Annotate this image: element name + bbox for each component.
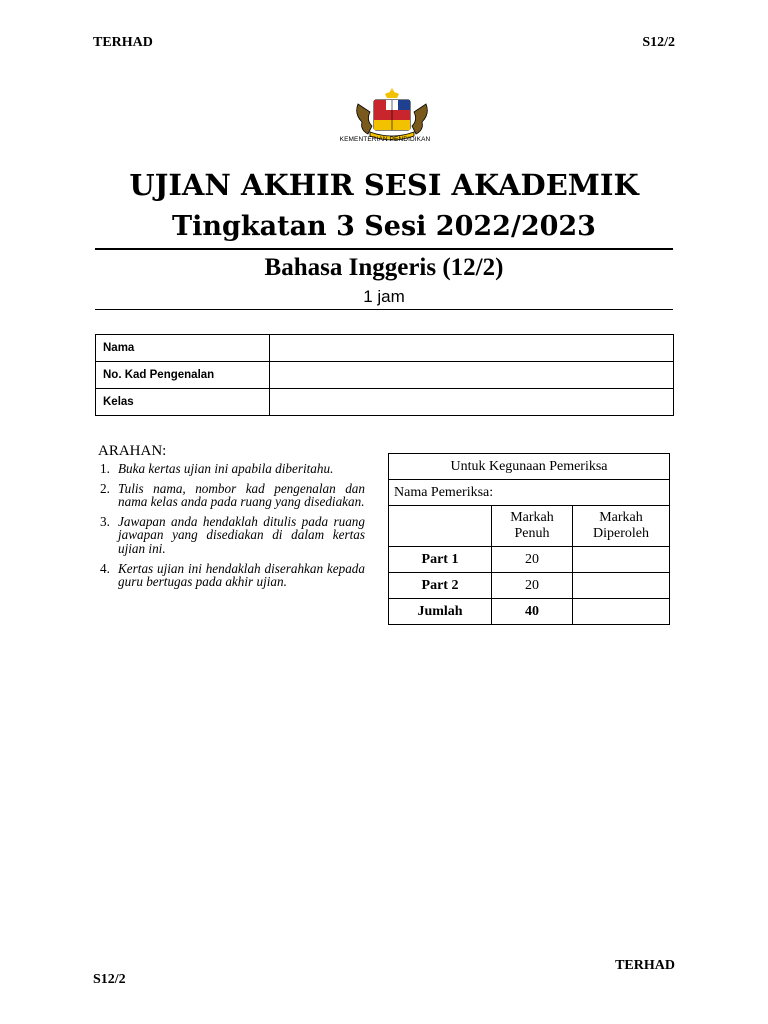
list-item xyxy=(100,482,365,509)
class-label: Kelas xyxy=(96,389,270,416)
part-label: Part 2 xyxy=(389,573,492,599)
footer-classification: TERHAD xyxy=(615,958,675,973)
footer-code: S12/2 xyxy=(93,972,126,987)
full-marks-header: Markah Penuh xyxy=(492,506,573,547)
total-obtained-field[interactable] xyxy=(573,599,670,625)
table-row xyxy=(96,389,674,416)
total-label: Jumlah xyxy=(389,599,492,625)
list-item xyxy=(100,462,365,476)
instructions-list xyxy=(100,462,365,595)
student-info-table xyxy=(95,334,674,416)
crest-left-tiger-icon xyxy=(357,104,372,134)
item-text: Kertas ujian ini hendaklah diserahkan kepada guru bertugas pada akhir ujian. xyxy=(118,560,365,590)
part-label: Part 1 xyxy=(389,547,492,573)
ic-number-label: No. Kad Pengenalan xyxy=(96,362,270,389)
full-marks-value: 20 xyxy=(492,573,573,599)
examiner-name-label[interactable]: Nama Pemeriksa: xyxy=(389,480,670,506)
table-row xyxy=(389,599,670,625)
examiner-table xyxy=(388,453,670,625)
table-row xyxy=(389,506,670,547)
crest-crescent-icon xyxy=(385,92,399,98)
item-text: Buka kertas ujian ini apabila diberitahu. xyxy=(118,461,334,476)
name-field[interactable] xyxy=(270,335,674,362)
list-item xyxy=(100,562,365,589)
marks-obtained-header: Markah Diperoleh xyxy=(573,506,670,547)
item-number: 1. xyxy=(100,461,110,476)
empty-header-cell xyxy=(389,506,492,547)
exam-title: UJIAN AKHIR SESI AKADEMIK xyxy=(129,168,639,202)
instructions-title: ARAHAN: xyxy=(98,443,167,459)
table-row xyxy=(389,454,670,480)
table-row xyxy=(96,362,674,389)
crest-right-tiger-icon xyxy=(412,104,427,134)
marks-obtained-field[interactable] xyxy=(573,573,670,599)
item-number: 4. xyxy=(100,560,110,576)
logo-caption: KEMENTERIAN PENDIDIKAN xyxy=(339,136,431,143)
item-number: 2. xyxy=(100,480,110,496)
divider xyxy=(95,309,673,310)
table-row xyxy=(389,480,670,506)
item-text: Tulis nama, nombor kad pengenalan dan nama kelas anda pada ruang yang disediakan. xyxy=(118,480,365,510)
total-full-marks: 40 xyxy=(492,599,573,625)
name-label: Nama xyxy=(96,335,270,362)
full-marks-value: 20 xyxy=(492,547,573,573)
list-item xyxy=(100,515,365,556)
table-row xyxy=(389,547,670,573)
exam-session: Tingkatan 3 Sesi 2022/2023 xyxy=(172,211,596,242)
ic-number-field[interactable] xyxy=(270,362,674,389)
exam-duration: 1 jam xyxy=(363,287,405,306)
item-number: 3. xyxy=(100,513,110,529)
class-field[interactable] xyxy=(270,389,674,416)
header-classification: TERHAD xyxy=(93,35,153,50)
item-text: Jawapan anda hendaklah ditulis pada ruang jawapan yang disediakan di dalam kertas ujian ini. xyxy=(118,513,365,556)
subject-title: Bahasa Inggeris (12/2) xyxy=(264,254,504,281)
examiner-table-title: Untuk Kegunaan Pemeriksa xyxy=(389,454,670,480)
table-row xyxy=(389,573,670,599)
divider xyxy=(95,248,673,250)
marks-obtained-field[interactable] xyxy=(573,547,670,573)
table-row xyxy=(96,335,674,362)
header-code: S12/2 xyxy=(642,35,675,50)
